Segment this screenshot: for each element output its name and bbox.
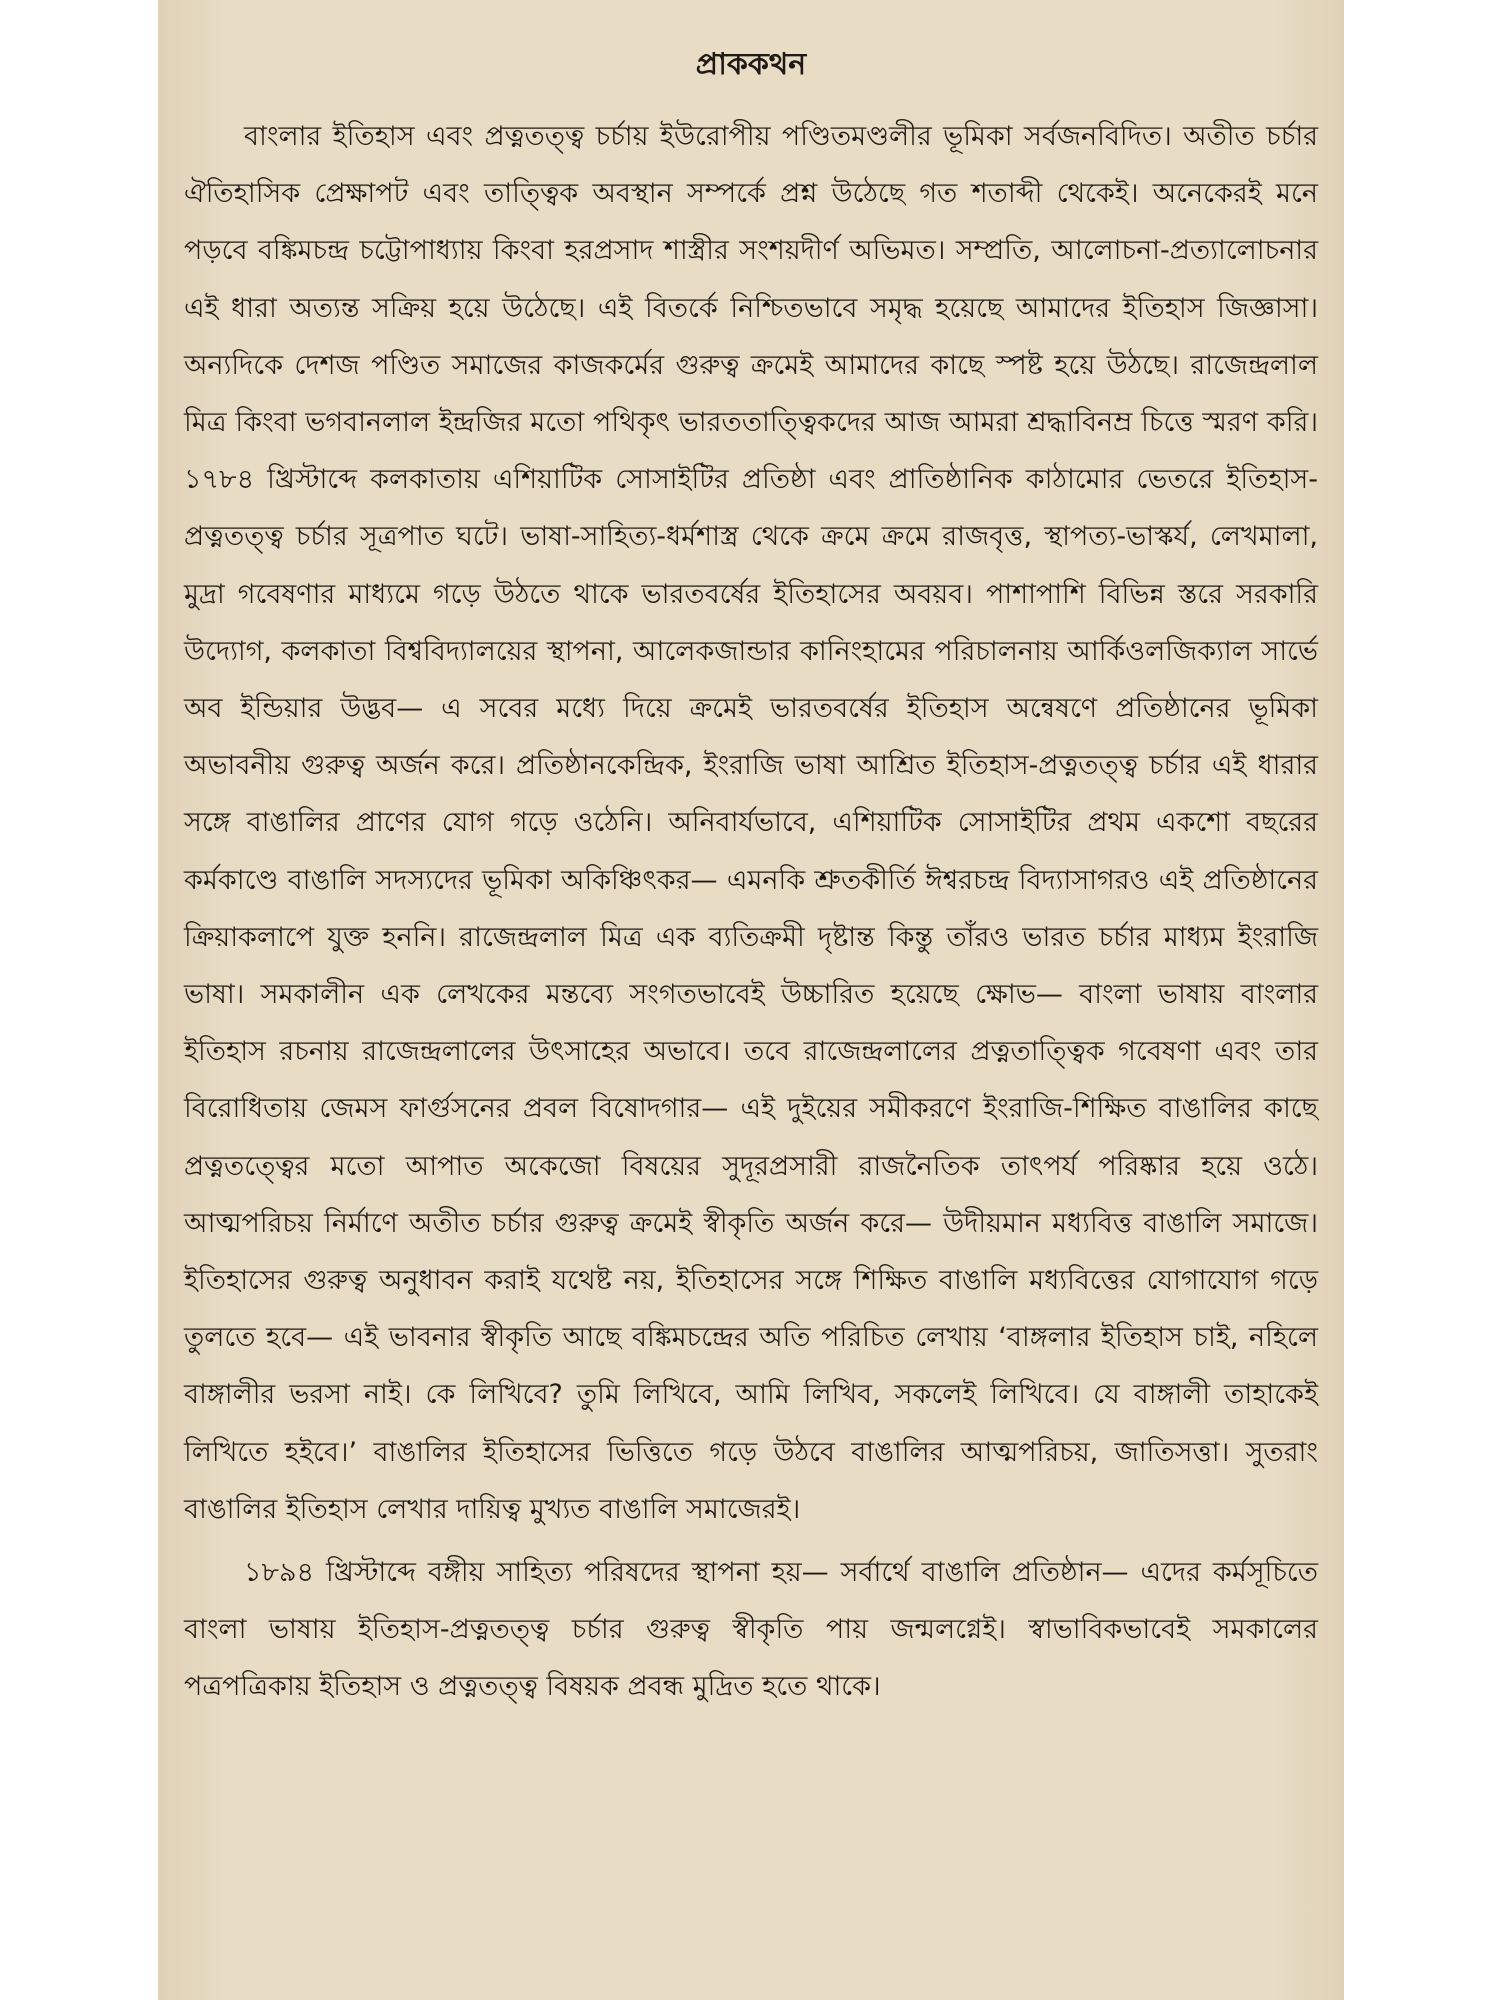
page-title: প্রাককথন xyxy=(695,47,807,82)
body-text xyxy=(184,108,1318,1716)
scanned-page xyxy=(158,0,1344,2000)
paragraph-1: বাংলার ইতিহাস এবং প্রত্নতত্ত্ব চর্চায় ইউরোপীয় পণ্ডিতমণ্ডলীর ভূমিকা সর্বজনবিদিত। অতীত চর্চার ঐতিহাসিক প্রেক্ষাপট এবং তাত্ত্বিক অবস্থান সম্পর্কে প্রশ্ন উঠেছে গত শতাব্দী থেকেই। অনেকেরই মনে পড়বে বঙ্কিমচন্দ্র চট্টোপাধ্যায় কিংবা হরপ্রসাদ শাস্ত্রীর সংশয়দীর্ণ অভিমত। সম্প্রতি, আলোচনা-প্রত্যালোচনার এই ধারা অত্যন্ত সক্রিয় হয়ে উঠেছে। এই বিতর্কে নিশ্চিতভাবে সমৃদ্ধ হয়েছে আমাদের ইতিহাস জিজ্ঞাসা। অন্যদিকে দেশজ পণ্ডিত সমাজের কাজকর্মের গুরুত্ব ক্রমেই আমাদের কাছে স্পষ্ট হয়ে উঠছে। রাজেন্দ্রলাল মিত্র কিংবা ভগবানলাল ইন্দ্রজির মতো পথিকৃৎ ভারততাত্ত্বিকদের আজ আমরা শ্রদ্ধাবিনম্র চিত্তে স্মরণ করি। ১৭৮৪ খ্রিস্টাব্দে কলকাতায় এশিয়াটিক সোসাইটির প্রতিষ্ঠা এবং প্রাতিষ্ঠানিক কাঠামোর ভেতরে ইতিহাস-প্রত্নতত্ত্ব চর্চার সূত্রপাত ঘটে। ভাষা-সাহিত্য-ধর্মশাস্ত্র থেকে ক্রমে ক্রমে রাজবৃত্ত, স্থাপত্য-ভাস্কর্য, লেখমালা, মুদ্রা গবেষণার মাধ্যমে গড়ে উঠতে থাকে ভারতবর্ষের ইতিহাসের অবয়ব। পাশাপাশি বিভিন্ন স্তরে সরকারি উদ্যোগ, কলকাতা বিশ্ববিদ্যালয়ের স্থাপনা, আলেকজান্ডার কানিংহামের পরিচালনায় আর্কিওলজিক্যাল সার্ভে অব ইন্ডিয়ার উদ্ভব— এ সবের মধ্যে দিয়ে ক্রমেই ভারতবর্ষের ইতিহাস অন্বেষণে প্রতিষ্ঠানের ভূমিকা অভাবনীয় গুরুত্ব অর্জন করে। প্রতিষ্ঠানকেন্দ্রিক, ইংরাজি ভাষা আশ্রিত ইতিহাস-প্রত্নতত্ত্ব চর্চার এই ধারার সঙ্গে বাঙালির প্রাণের যোগ গড়ে ওঠেনি। অনিবার্যভাবে, এশিয়াটিক সোসাইটির প্রথম একশো বছরের কর্মকাণ্ডে বাঙালি সদস্যদের ভূমিকা অকিঞ্চিৎকর— এমনকি শ্রুতকীর্তি ঈশ্বরচন্দ্র বিদ্যাসাগরও এই প্রতিষ্ঠানের ক্রিয়াকলাপে যুক্ত হননি। রাজেন্দ্রলাল মিত্র এক ব্যতিক্রমী দৃষ্টান্ত কিন্তু তাঁরও ভারত চর্চার মাধ্যম ইংরাজি ভাষা। সমকালীন এক লেখকের মন্তব্যে সংগতভাবেই উচ্চারিত হয়েছে ক্ষোভ— বাংলা ভাষায় বাংলার ইতিহাস রচনায় রাজেন্দ্রলালের উৎসাহের অভাবে। তবে রাজেন্দ্রলালের প্রত্নতাত্ত্বিক গবেষণা এবং তার বিরোধিতায় জেমস ফার্গুসনের প্রবল বিষোদগার— এই দুইয়ের সমীকরণে ইংরাজি-শিক্ষিত বাঙালির কাছে প্রত্নতত্ত্বের মতো আপাত অকেজো বিষয়ের সুদূরপ্রসারী রাজনৈতিক তাৎপর্য পরিষ্কার হয়ে ওঠে। আত্মপরিচয় নির্মাণে অতীত চর্চার গুরুত্ব ক্রমেই স্বীকৃতি অর্জন করে— উদীয়মান মধ্যবিত্ত বাঙালি সমাজে। ইতিহাসের গুরুত্ব অনুধাবন করাই যথেষ্ট নয়, ইতিহাসের সঙ্গে শিক্ষিত বাঙালি মধ্যবিত্তের যোগাযোগ গড়ে তুলতে হবে— এই ভাবনার স্বীকৃতি আছে বঙ্কিমচন্দ্রের অতি পরিচিত লেখায় ‘বাঙ্গলার ইতিহাস চাই, নহিলে বাঙ্গালীর ভরসা নাই। কে লিখিবে? তুমি লিখিবে, আমি লিখিব, সকলেই লিখিবে। যে বাঙ্গালী তাহাকেই লিখিতে হইবে।’ বাঙালির ইতিহাসের ভিত্তিতে গড়ে উঠবে বাঙালির আত্মপরিচয়, জাতিসত্তা। সুতরাং বাঙালির ইতিহাস লেখার দায়িত্ব মুখ্যত বাঙালি সমাজেরই। xyxy=(184,121,1318,1525)
paragraph-2: ১৮৯৪ খ্রিস্টাব্দে বঙ্গীয় সাহিত্য পরিষদের স্থাপনা হয়— সর্বার্থে বাঙালি প্রতিষ্ঠান— এদের কর্মসূচিতে বাংলা ভাষায় ইতিহাস-প্রত্নতত্ত্ব চর্চার গুরুত্ব স্বীকৃতি পায় জন্মলগ্নেই। স্বাভাবিকভাবেই সমকালের পত্রপত্রিকায় ইতিহাস ও প্রত্নতত্ত্ব বিষয়ক প্রবন্ধ মুদ্রিত হতে থাকে। xyxy=(184,1557,1318,1703)
